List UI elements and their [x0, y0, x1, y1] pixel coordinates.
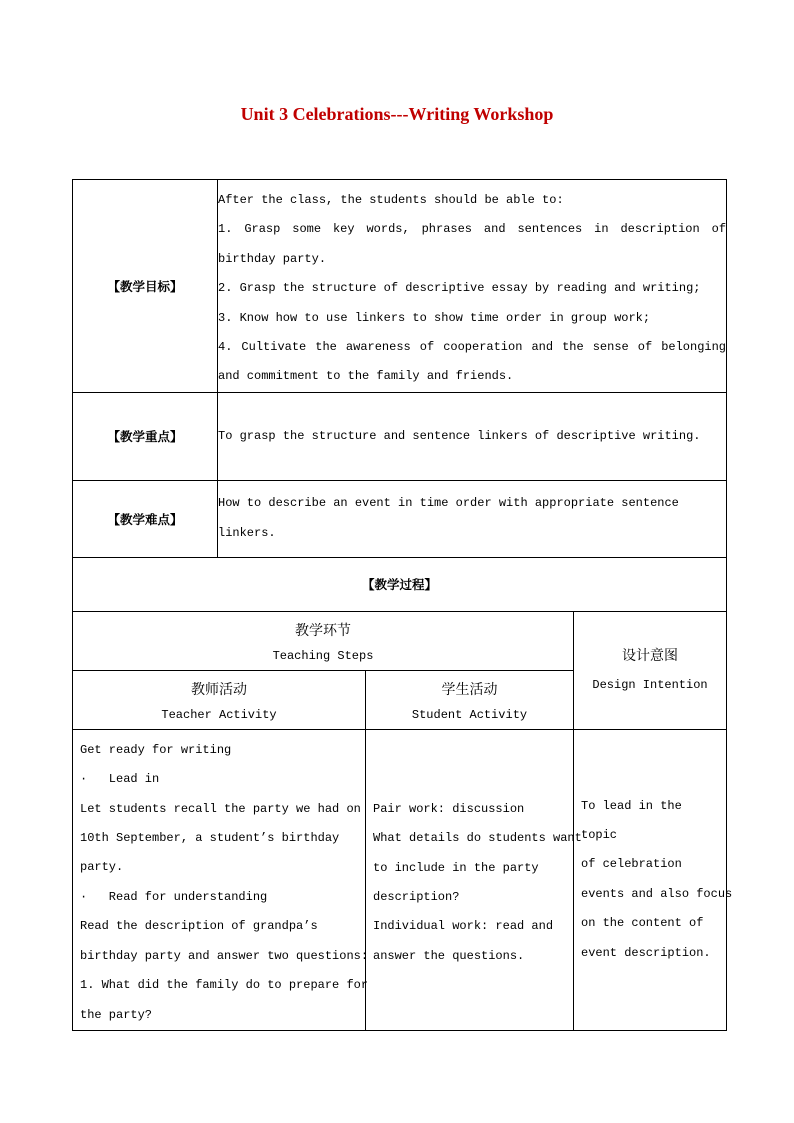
intention-line: event description.: [581, 945, 711, 960]
lesson-plan-table-wrapper: [72, 179, 733, 1031]
key-points-text: To grasp the structure and sentence linkers of descriptive writing.: [218, 392, 727, 480]
teacher-line: Read the description of grandpa’s: [80, 919, 318, 934]
document-title: Unit 3 Celebrations---Writing Workshop: [240, 104, 554, 124]
teacher-line: birthday party and answer two questions:: [80, 948, 369, 963]
teacher-line: Get ready for writing: [80, 742, 232, 757]
teacher-line: Let students recall the party we had on: [80, 801, 361, 816]
objective-item-3: 3. Know how to use linkers to show time order in group work;: [218, 310, 651, 325]
teacher-activity-zh: 教师活动: [191, 681, 247, 698]
teacher-activity-content: [73, 729, 369, 1030]
student-line: Individual work: read and: [373, 919, 554, 934]
student-line: description?: [373, 890, 460, 905]
teacher-line: · Lead in: [80, 772, 160, 787]
objective-item-1: 1. Grasp some key words, phrases and sentences in description of birthday party.: [218, 222, 727, 266]
design-intention-content: [574, 729, 733, 1030]
key-points-label: 【教学重点】: [73, 392, 218, 480]
objectives-intro: After the class, the students should be able to:: [218, 193, 564, 207]
student-line: answer the questions.: [373, 948, 525, 963]
intention-line: events and also focus: [581, 886, 733, 901]
teaching-steps-zh: 教学环节: [295, 622, 351, 639]
teacher-line: 10th September, a student’s birthday: [80, 831, 340, 846]
difficulties-text: How to describe an event in time order with appropriate sentence linkers.: [218, 480, 727, 557]
teaching-steps-en: Teaching Steps: [272, 648, 374, 663]
teacher-activity-en: Teacher Activity: [161, 707, 277, 722]
teacher-line: · Read for understanding: [80, 889, 268, 904]
intention-line: To lead in the topic: [581, 798, 682, 843]
intention-line: of celebration: [581, 857, 682, 872]
design-intention-en: Design Intention: [592, 678, 708, 693]
intention-line: on the content of: [581, 916, 704, 931]
teacher-line: the party?: [80, 1007, 153, 1022]
student-line: What details do students want: [373, 831, 582, 846]
objectives-label: 【教学目标】: [73, 180, 218, 393]
student-activity-content: [366, 729, 582, 1030]
student-activity-zh: 学生活动: [441, 681, 498, 698]
student-activity-header: [366, 670, 574, 729]
difficulties-row: [73, 480, 727, 557]
student-line: Pair work: discussion: [373, 801, 525, 816]
teacher-line: 1. What did the family do to prepare for: [80, 978, 369, 993]
process-label: 【教学过程】: [73, 557, 727, 611]
teaching-steps-header: [73, 611, 574, 670]
difficulties-label: 【教学难点】: [73, 480, 218, 557]
steps-header-row: [73, 611, 727, 670]
teacher-activity-header: [73, 670, 366, 729]
objective-item-2: 2. Grasp the structure of descriptive essay by reading and writing;: [218, 281, 701, 296]
objectives-content: [218, 180, 727, 393]
objective-item-4: 4. Cultivate the awareness of cooperation and the sense of belonging and commitment to the family and friends.: [218, 340, 727, 384]
design-intention-header: [574, 611, 727, 729]
activity-content-row: [73, 729, 727, 1030]
key-points-row: [73, 392, 727, 480]
objectives-row: [73, 180, 727, 393]
student-activity-en: Student Activity: [411, 707, 528, 722]
lesson-plan-table: [72, 179, 733, 1031]
process-heading-row: [73, 557, 727, 611]
teacher-line: party.: [80, 860, 124, 875]
design-intention-zh: 设计意图: [622, 648, 678, 665]
student-line: to include in the party: [373, 860, 539, 875]
